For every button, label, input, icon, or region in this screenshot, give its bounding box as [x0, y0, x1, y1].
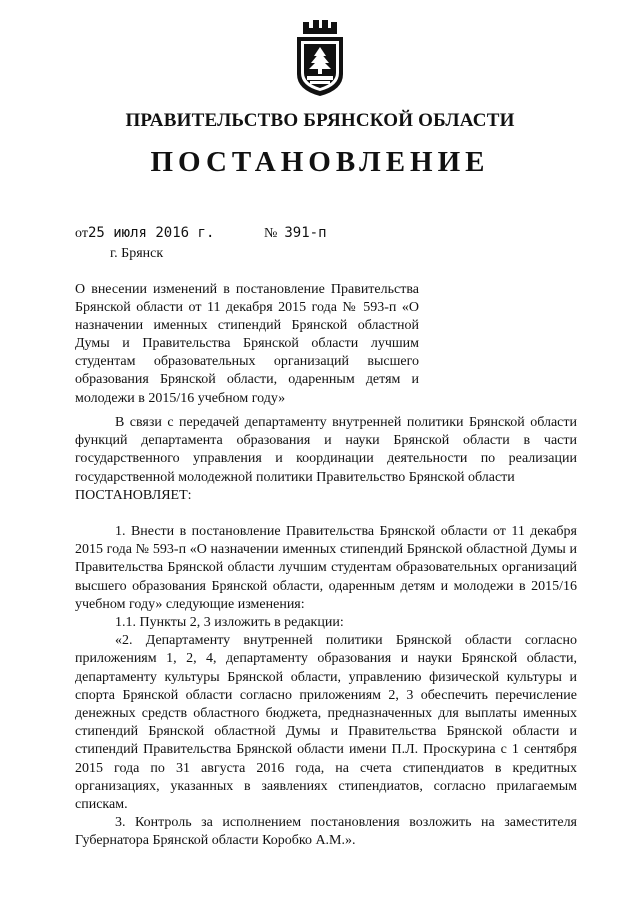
- document-number: [264, 225, 327, 242]
- document-body: [75, 414, 577, 851]
- document-type-title: ПОСТАНОВЛЕНИЕ: [150, 146, 490, 178]
- preamble-paragraph: В связи с передачей департаменту внутренней политики Брянской области функций департамента образования и науки Брянской области в части государственного управления и координации деятельности по реализации государственной молодежной политики Правительство Брянской области: [75, 415, 577, 485]
- document-subject: О внесении изменений в постановление Правительства Брянской области от 11 декабря 2015 года № 593-п «О назначении именных стипендий Брянской областной Думы и Правительства Брянской области лучшим студентам образовательных организаций высшего образования Брянской области, одаренным детям и молодежи в 2015/16 учебном году»: [75, 282, 419, 406]
- government-name: ПРАВИТЕЛЬСТВО БРЯНСКОЙ ОБЛАСТИ: [125, 110, 515, 131]
- item-1-1-paragraph: 1.1. Пункты 2, 3 изложить в редакции:: [115, 615, 344, 631]
- number-label: №: [264, 226, 278, 241]
- bryansk-coat-of-arms-icon: [289, 18, 351, 98]
- quoted-item-2-paragraph: «2. Департаменту внутренней политики Брянской области согласно приложениям 1, 2, 4, департаменту образования и науки Брянской области, департаменту культуры Брянской области, управлению физической культуры и спорта Брянской области согласно приложениям 2, 3 обеспечить перечисление денежных средств областного бюджета, предназначенных для выплаты именных стипендий Брянской областной Думы и Правительства Брянской области и стипендий Правительства Брянской области имени П.Л. Проскурина с 1 сентября 2015 года по 31 августа 2016 года, на счета стипендиатов в кредитных организациях, указанных в заявлениях стипендиатов, согласно прилагаемым спискам.: [75, 633, 577, 813]
- date-value: 25 июля 2016 г.: [87, 225, 215, 241]
- date-prefix: от: [75, 226, 88, 241]
- item-1-paragraph: 1. Внести в постановление Правительства Брянской области от 11 декабря 2015 года № 593-п «О назначении именных стипендий Брянской областной Думы и Правительства Брянской области лучшим студентам образовательных организаций высшего образования Брянской области, одаренным детям и молодежи в 2015/16 учебном году» следующие изменения:: [75, 524, 577, 612]
- decree-word: ПОСТАНОВЛЯЕТ:: [75, 487, 192, 503]
- document-date: [75, 225, 214, 242]
- number-value: 391-п: [284, 225, 327, 241]
- document-city: г. Брянск: [110, 246, 164, 261]
- quoted-item-3-paragraph: 3. Контроль за исполнением постановления возложить на заместителя Губернатора Брянской области Коробко А.М.».: [75, 815, 577, 849]
